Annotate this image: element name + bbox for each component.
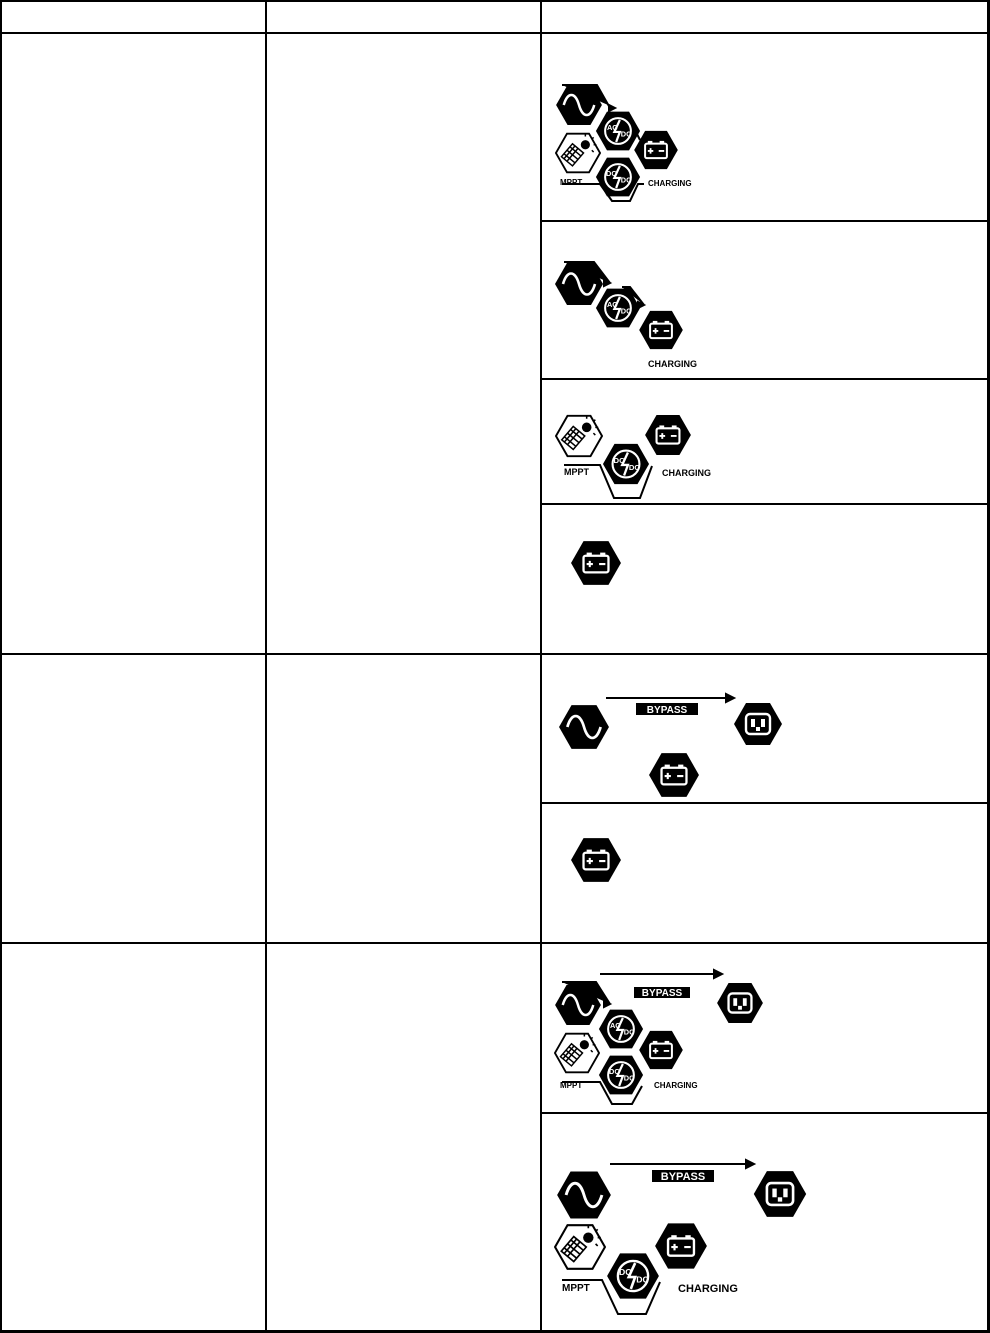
- battery-icon: [571, 838, 621, 882]
- dc-dc-converter-icon: [596, 158, 640, 197]
- diagram-battery-only: [570, 837, 622, 883]
- diagram-battery-only: [570, 540, 622, 586]
- diagram-bypass-solar-charging: [552, 1158, 812, 1318]
- header-divider: [0, 32, 990, 34]
- subrow-divider: [541, 220, 990, 222]
- ac-sine-icon: [557, 1171, 611, 1218]
- diagram-bypass-battery: [556, 692, 786, 802]
- column-divider: [265, 0, 267, 1333]
- ac-outlet-icon: [734, 703, 782, 745]
- mppt-label: MPPT: [564, 467, 590, 477]
- header-cell: [2, 2, 265, 32]
- header-cell: [267, 2, 540, 32]
- ac-sine-icon: [559, 705, 609, 749]
- subrow-divider: [541, 1112, 990, 1114]
- battery-icon: [645, 415, 691, 455]
- diagram-solar-charging: [552, 412, 732, 502]
- charging-label: CHARGING: [654, 1081, 698, 1090]
- charging-label: CHARGING: [648, 359, 697, 369]
- battery-icon: [655, 1223, 707, 1268]
- battery-icon: [649, 753, 699, 797]
- dc-dc-converter-icon: [603, 444, 649, 484]
- header-cell: [542, 2, 987, 32]
- diagram-ac-charging: [552, 257, 712, 372]
- mppt-label: MPPT: [560, 178, 583, 187]
- battery-icon: [571, 541, 621, 585]
- bypass-label: BYPASS: [641, 988, 683, 999]
- column-divider: [540, 0, 542, 1333]
- table-border-left: [0, 0, 2, 1333]
- solar-panel-icon: [555, 1225, 605, 1269]
- charging-label: CHARGING: [648, 179, 692, 188]
- bypass-label: BYPASS: [646, 705, 688, 716]
- row-divider: [0, 942, 990, 944]
- battery-icon: [639, 311, 683, 349]
- charging-label: CHARGING: [662, 468, 711, 478]
- battery-icon: [639, 1031, 683, 1069]
- subrow-divider: [541, 503, 990, 505]
- ac-dc-converter-icon: [599, 1010, 643, 1049]
- charging-label: CHARGING: [678, 1283, 738, 1295]
- mppt-label: MPPT: [560, 1081, 583, 1090]
- bypass-label: BYPASS: [660, 1171, 706, 1183]
- mppt-label: MPPT: [562, 1283, 590, 1294]
- ac-outlet-icon: [754, 1171, 806, 1217]
- ac-outlet-icon: [717, 983, 763, 1023]
- solar-panel-icon: [556, 134, 600, 173]
- ac-dc-converter-icon: [596, 112, 640, 151]
- dc-dc-converter-icon: [607, 1253, 659, 1298]
- subrow-divider: [541, 802, 990, 804]
- solar-panel-icon: [556, 416, 602, 456]
- solar-panel-icon: [555, 1034, 599, 1073]
- subrow-divider: [541, 378, 990, 380]
- row-divider: [0, 653, 990, 655]
- dc-dc-converter-icon: [599, 1056, 643, 1095]
- diagram-ac-solar-charging: [552, 80, 712, 205]
- battery-icon: [634, 131, 678, 169]
- diagram-bypass-ac-solar-charging: [552, 968, 772, 1108]
